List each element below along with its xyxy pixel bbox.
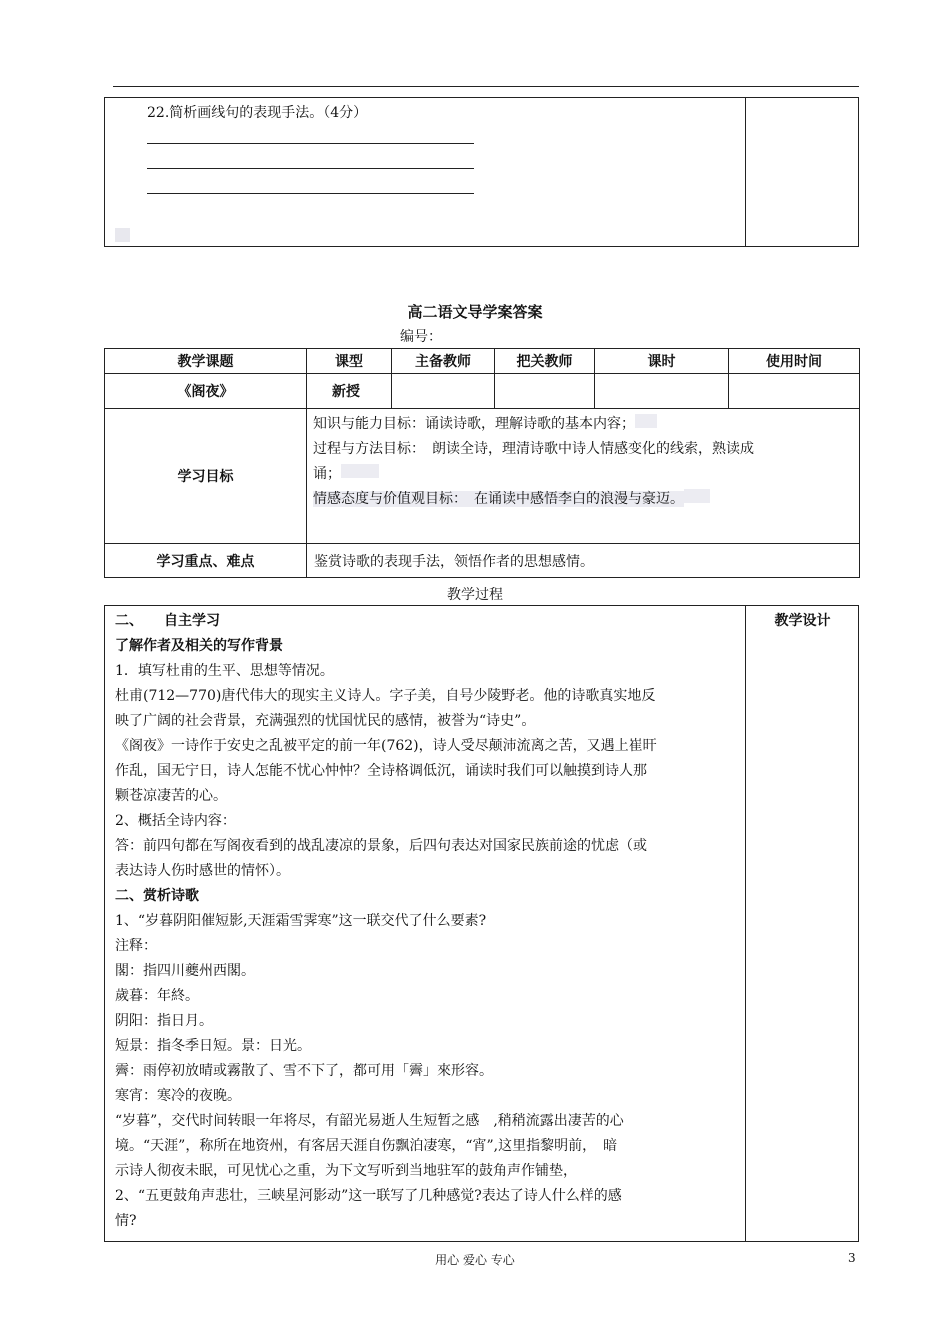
type-value: 新授 <box>307 374 392 409</box>
focus-row <box>105 544 860 578</box>
answer-line-3[interactable] <box>147 193 474 194</box>
goals-row <box>105 409 860 544</box>
process-line: 情? <box>115 1213 137 1229</box>
process-line: 2、概括全诗内容： <box>115 813 236 829</box>
process-line: 短景：指冬季日短。景：日光。 <box>115 1038 311 1054</box>
goal-process-cont: 诵； <box>313 462 853 487</box>
focus-label: 学习重点、难点 <box>105 544 307 578</box>
page-number: 3 <box>848 1251 856 1265</box>
process-line: 阴阳：指日月。 <box>115 1013 213 1029</box>
focus-value: 鉴赏诗歌的表现手法，领悟作者的思想感情。 <box>307 544 860 578</box>
process-line: 注释： <box>115 938 157 954</box>
header-rule <box>113 86 859 87</box>
process-line: 1、“岁暮阴阳催短影,天涯霜雪霁寒”这一联交代了什么要素? <box>115 913 487 929</box>
process-line: 映了广阔的社会背景，充满强烈的忧国忧民的感情，被誉为“诗史”。 <box>115 713 536 729</box>
process-line: 二、赏析诗歌 <box>115 888 199 904</box>
review-teacher-value <box>495 374 595 409</box>
answer-line-2[interactable] <box>147 168 474 169</box>
process-line: 霽：雨停初放晴或霧散了、雪不下了，都可用「霽」來形容。 <box>115 1063 493 1079</box>
goal-emotion: 情感态度与价值观目标： 在诵读中感悟李白的浪漫与豪迈。 <box>313 487 853 512</box>
periods-value <box>595 374 729 409</box>
table-header-row <box>105 349 860 374</box>
process-line: 杜甫(712—770)唐代伟大的现实主义诗人。字子美，自号少陵野老。他的诗歌真实地反 <box>115 688 656 704</box>
goals-label: 学习目标 <box>105 409 307 544</box>
process-line: 二、 自主学习 <box>115 613 220 629</box>
document-title: 高二语文导学案答案 <box>407 303 543 321</box>
process-line: 答：前四句都在写阁夜看到的战乱凄凉的景象，后四句表达对国家民族前途的忧虑（或 <box>115 838 647 854</box>
serial-number-label: 编号： <box>400 329 442 345</box>
teaching-process-box <box>104 605 859 1242</box>
header-date: 使用时间 <box>729 349 860 374</box>
goal-process: 过程与方法目标： 朗读全诗，理清诗歌中诗人情感变化的线索，熟读成 <box>313 441 754 457</box>
process-line: “岁暮”，交代时间转眼一年将尽，有韶光易逝人生短暂之感 ,稍稍流露出凄苦的心 <box>115 1113 624 1129</box>
goal-knowledge: 知识与能力目标：诵读诗歌，理解诗歌的基本内容； <box>313 412 853 437</box>
answer-line-1[interactable] <box>147 143 474 144</box>
topic-value: 《阁夜》 <box>105 374 307 409</box>
process-line: 歲暮：年終。 <box>115 988 199 1004</box>
header-topic: 教学课题 <box>105 349 307 374</box>
process-title: 教学过程 <box>447 587 503 603</box>
process-line: 了解作者及相关的写作背景 <box>115 638 283 654</box>
date-value <box>729 374 860 409</box>
column-divider <box>745 98 746 246</box>
process-line: 1．填写杜甫的生平、思想等情况。 <box>115 663 334 679</box>
goals-cell <box>307 409 860 544</box>
header-review-teacher: 把关教师 <box>495 349 595 374</box>
header-lead-teacher: 主备教师 <box>392 349 495 374</box>
header-type: 课型 <box>307 349 392 374</box>
column-divider <box>745 606 746 1241</box>
process-line: 閣：指四川夔州西閣。 <box>115 963 255 979</box>
lead-teacher-value <box>392 374 495 409</box>
process-line: 颗苍凉凄苦的心。 <box>115 788 227 804</box>
process-line: 境。“天涯”，称所在地资州，有客居天涯自伤飘泊凄寒，“宵”,这里指黎明前， 暗 <box>115 1138 618 1154</box>
question-22-box <box>104 97 859 247</box>
question-22-text: 22.简析画线句的表现手法。（4分） <box>147 105 368 121</box>
course-info-table <box>104 348 860 578</box>
process-line: 示诗人彻夜未眠，可见忧心之重，为下文写听到当地驻军的鼓角声作铺垫， <box>115 1163 577 1179</box>
process-line: 作乱，国无宁日，诗人怎能不忧心忡忡？全诗格调低沉，诵读时我们可以触摸到诗人那 <box>115 763 647 779</box>
design-column-label: 教学设计 <box>774 613 831 629</box>
process-content <box>115 609 741 1234</box>
footer-text: 用心 爱心 专心 <box>435 1253 515 1267</box>
process-line: 《阁夜》一诗作于安史之乱被平定的前一年(762)，诗人受尽颠沛流离之苦，又遇上崔旰 <box>115 738 657 754</box>
process-line: 寒宵：寒冷的夜晚。 <box>115 1088 241 1104</box>
table-row <box>105 374 860 409</box>
header-periods: 课时 <box>595 349 729 374</box>
process-line: 表达诗人伤时感世的情怀）。 <box>115 863 290 879</box>
process-line: 2、“五更鼓角声悲壮，三峡星河影动”这一联写了几种感觉?表达了诗人什么样的感 <box>115 1188 622 1204</box>
highlight-mark <box>115 228 130 242</box>
